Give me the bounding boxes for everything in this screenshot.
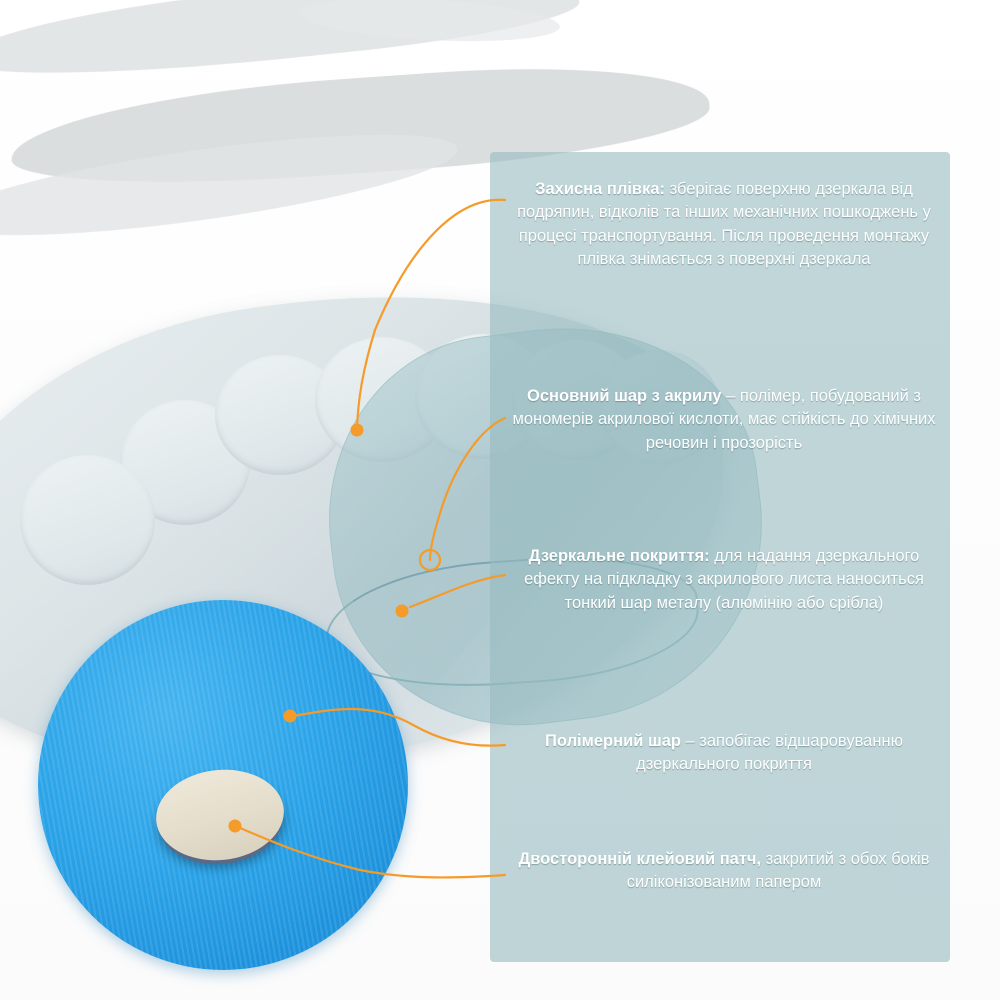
callout-title: Полімерний шар bbox=[545, 732, 681, 750]
callout-body: зберігає поверхню дзеркала від подряпин, відколів та інших механічних пошкоджень у процесі транспортування. Після проведення монтажу плівка знімається з поверхні дзеркала bbox=[517, 180, 931, 269]
callout-body: – полімер, побудований з мономерів акрилової кислоти, має стійкість до хімічних речовин і прозорість bbox=[512, 387, 936, 452]
callout-body: – запобігає відшаровуванню дзеркального покриття bbox=[636, 732, 903, 774]
callout-title: Двосторонній клейовий патч, bbox=[518, 850, 762, 868]
callout-adhesive-patch bbox=[512, 848, 936, 895]
callout-polymer-layer bbox=[512, 730, 936, 777]
callout-title: Дзеркальне покриття: bbox=[528, 547, 710, 565]
callout-protective-film bbox=[512, 178, 936, 272]
callout-body: закритий з обох боків силіконізованим папером bbox=[626, 850, 930, 892]
callout-body: для надання дзеркального ефекту на підкладку з акрилового листа наноситься тонкий шар металу (алюмінію або срібла) bbox=[524, 547, 924, 612]
callout-title: Основний шар з акрилу bbox=[527, 387, 722, 405]
callout-acrylic-base-layer bbox=[512, 385, 936, 455]
callout-mirror-coating bbox=[512, 545, 936, 615]
mirror-scallop bbox=[20, 455, 155, 585]
callout-title: Захисна плівка: bbox=[535, 180, 665, 198]
